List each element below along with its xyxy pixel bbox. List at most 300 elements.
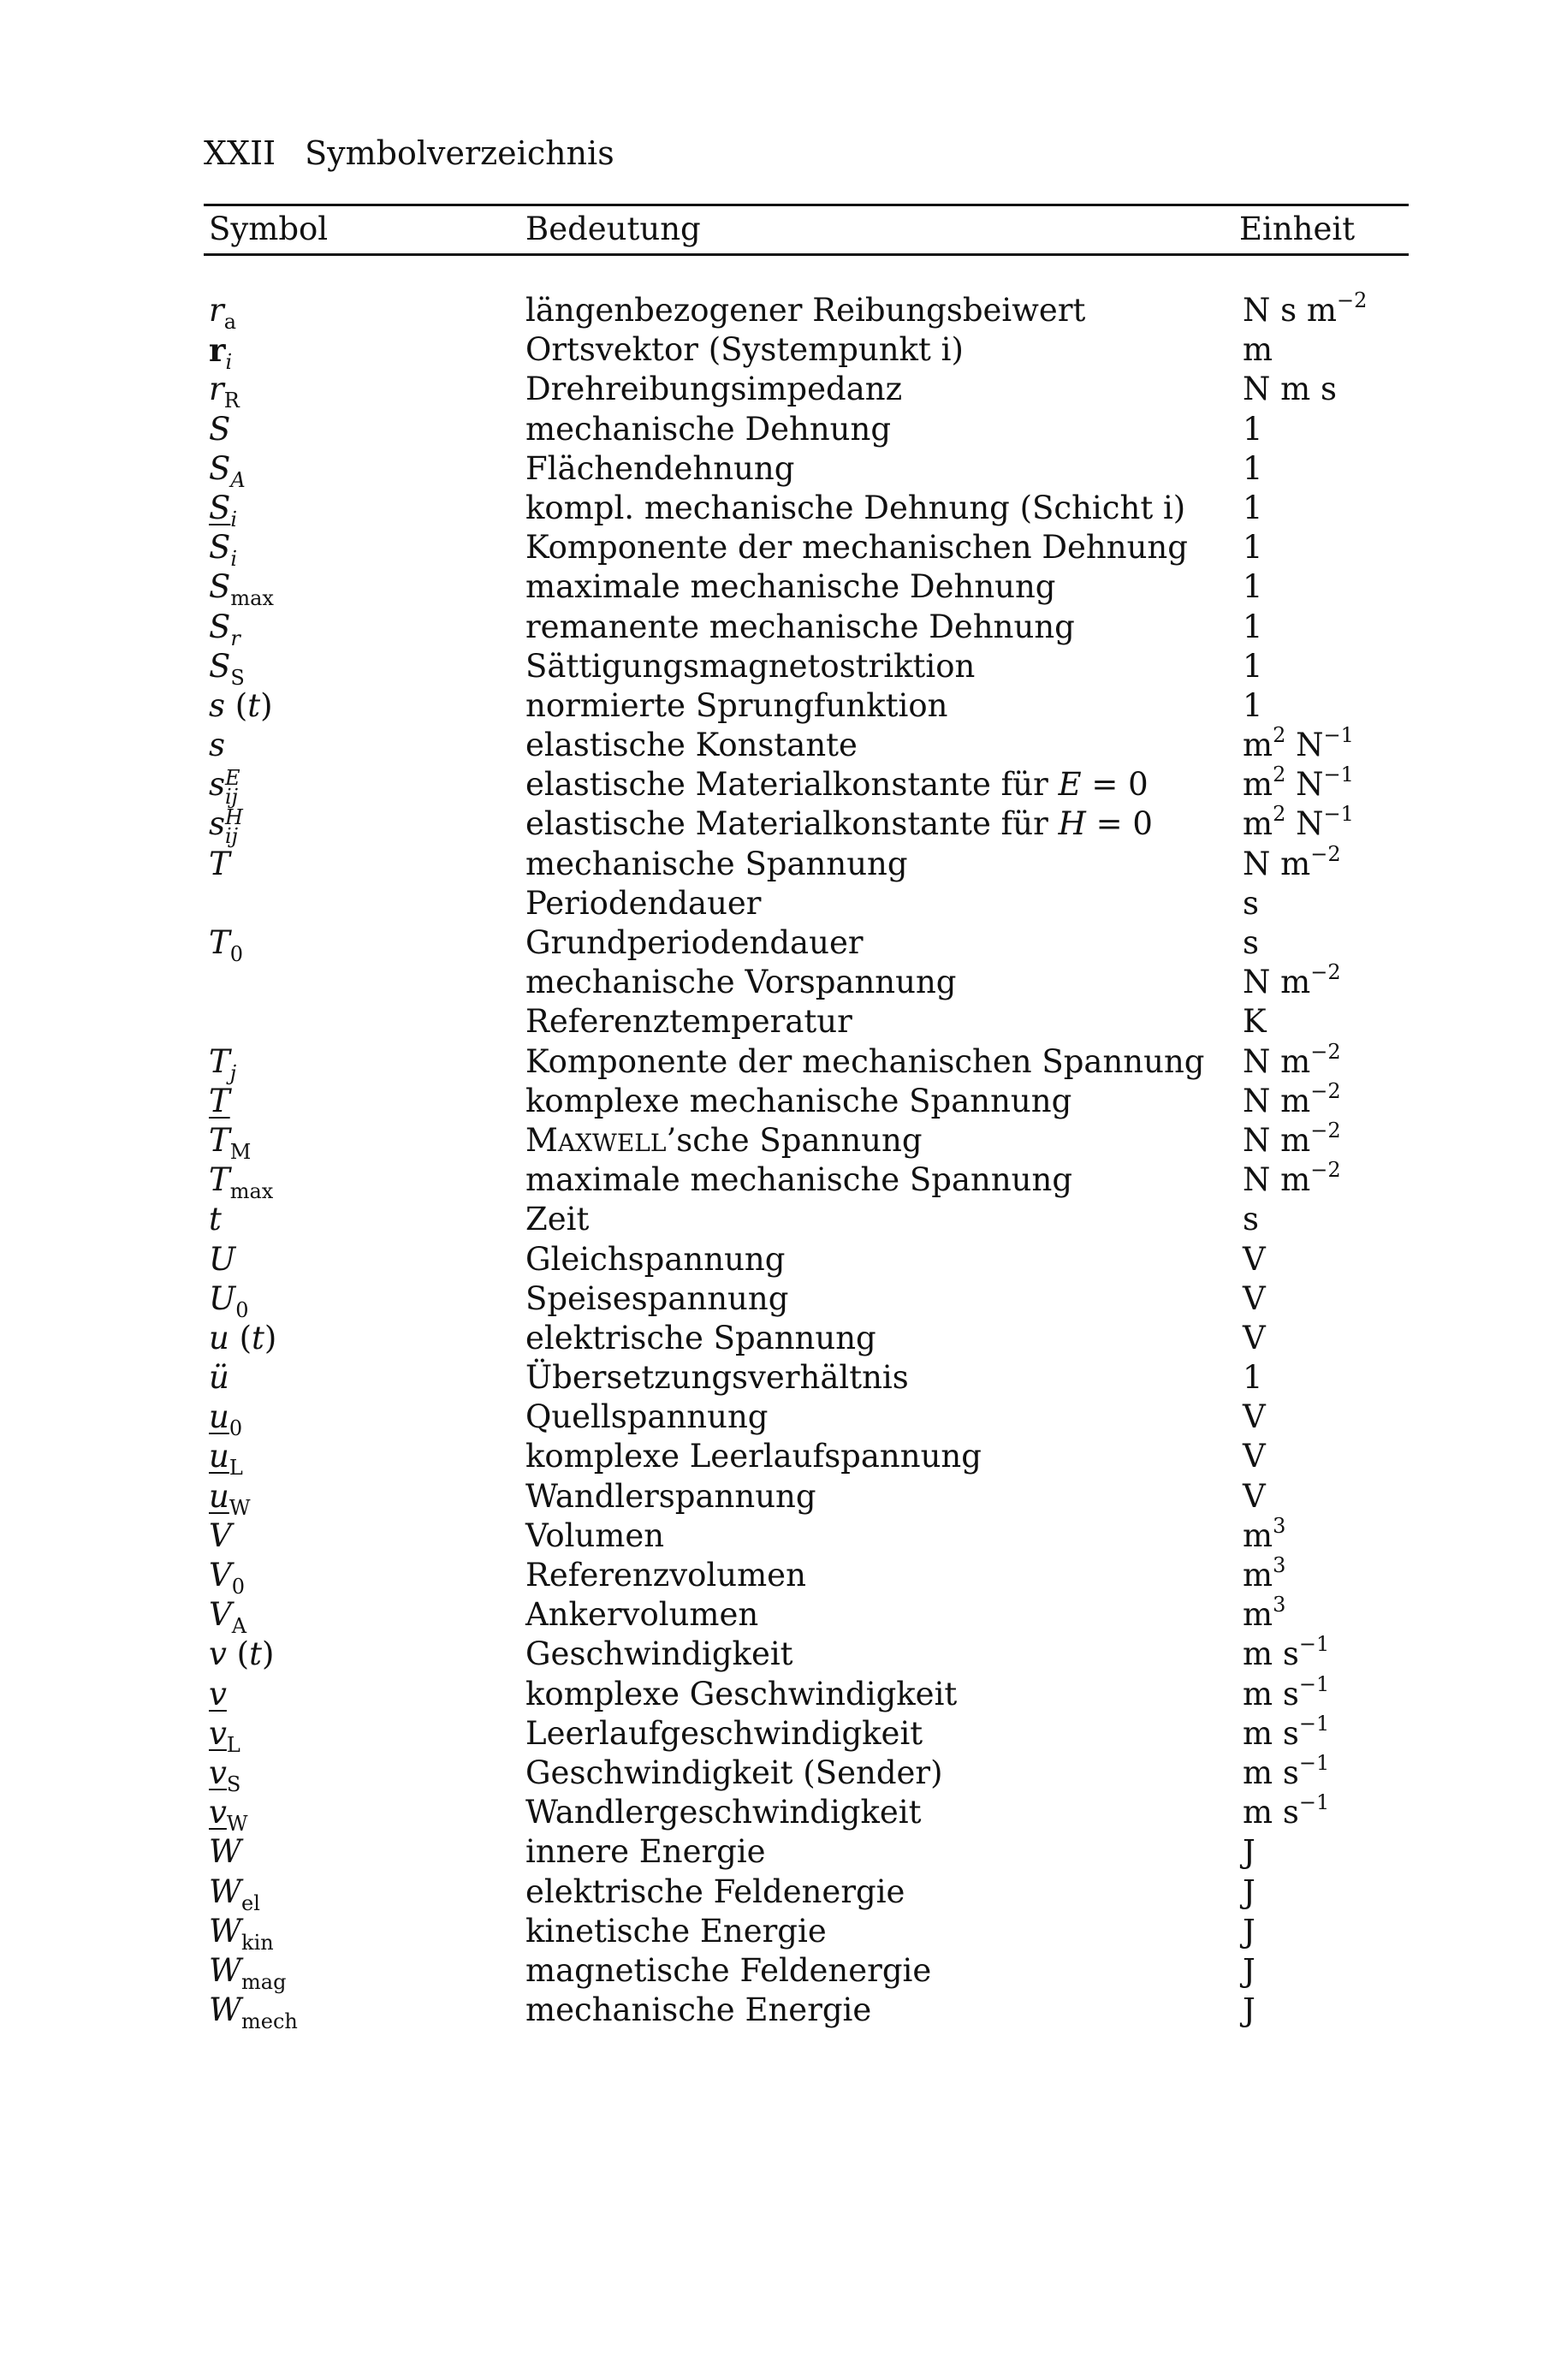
- meaning-cell: [525, 291, 1085, 330]
- symbol-subscript: el: [241, 1890, 260, 1915]
- symbol-base: T: [209, 1161, 230, 1199]
- meaning-text: Quellspannung: [525, 1398, 769, 1436]
- symbol-subscript: j: [229, 1060, 237, 1085]
- unit-base: N m s: [1243, 371, 1337, 408]
- unit-cell: [1243, 1200, 1259, 1239]
- unit-cell: [1243, 1790, 1330, 1832]
- meaning-cell: [525, 1793, 921, 1832]
- meaning-text: maximale mechanische Dehnung: [525, 568, 1056, 606]
- symbol-base: T: [209, 845, 230, 882]
- meaning-cell: [525, 410, 891, 449]
- meaning-text: Zeit: [525, 1201, 590, 1238]
- symbol-subscript: max: [230, 586, 274, 611]
- table-row: [0, 1039, 1567, 1085]
- meaning-text: elastische Konstante: [525, 727, 858, 764]
- column-header-symbol: Symbol: [209, 211, 329, 247]
- symbol-base: T: [209, 1121, 230, 1159]
- unit-base: J: [1243, 1951, 1255, 1989]
- symbol-cell: [209, 1832, 241, 1872]
- symbol-base: W: [209, 1912, 242, 1950]
- meaning-cell: [525, 489, 1185, 528]
- table-row: [0, 330, 1567, 375]
- symbol-cell: [209, 489, 238, 531]
- page-number: XXII: [204, 134, 276, 172]
- meaning-text: Wandlergeschwindigkeit: [525, 1794, 922, 1831]
- unit-exponent: −1: [1298, 1750, 1330, 1775]
- unit-cell: [1243, 1750, 1330, 1793]
- symbol-indices: [225, 766, 240, 810]
- unit-cell: [1243, 1513, 1286, 1556]
- unit-cell: [1243, 489, 1263, 528]
- meaning-text: Wandlerspannung: [525, 1477, 816, 1515]
- symbol-subscript: a: [223, 310, 236, 334]
- unit-base: 1: [1243, 410, 1263, 448]
- meaning-cell: [525, 1832, 766, 1872]
- unit-base: m s: [1243, 1635, 1299, 1673]
- table-row: [0, 1398, 1567, 1441]
- unit-base: J: [1243, 1873, 1255, 1910]
- symbol-cell: [209, 1121, 252, 1164]
- symbol-subscript: W: [229, 1495, 251, 1520]
- meaning-text: Geschwindigkeit: [525, 1635, 793, 1673]
- table-row: [0, 1671, 1567, 1714]
- unit-base: V: [1243, 1279, 1266, 1317]
- person-name-initial: M: [525, 1121, 558, 1159]
- unit-base: m: [1243, 1557, 1273, 1594]
- table-row: [0, 1711, 1567, 1757]
- symbol-base: v: [209, 1675, 227, 1712]
- unit-base: s: [1243, 1201, 1259, 1238]
- unit-base: N m: [1243, 1121, 1311, 1159]
- symbol-base: v: [209, 1635, 227, 1673]
- symbol-subscript: R: [223, 389, 240, 413]
- meaning-text: Geschwindigkeit (Sender): [525, 1754, 943, 1791]
- symbol-subscript: S: [226, 1772, 241, 1796]
- table-row: [0, 1912, 1567, 1955]
- table-top-rule: [204, 204, 1409, 206]
- table-row: [0, 1118, 1567, 1164]
- meaning-text: kompl. mechanische Dehnung (Schicht i): [525, 489, 1186, 526]
- person-name-rest: AXWELL: [557, 1128, 667, 1157]
- unit-cell: [1243, 1240, 1266, 1279]
- unit-base: N m: [1243, 1161, 1311, 1199]
- symbol-cell: [209, 1595, 247, 1639]
- symbol-base: u: [209, 1477, 229, 1515]
- symbol-subscript: L: [229, 1456, 243, 1481]
- symbol-cell: [209, 1951, 287, 1994]
- symbol-cell: [209, 1991, 298, 2034]
- symbol-cell: [209, 845, 230, 884]
- table-row: [0, 1553, 1567, 1599]
- symbol-base: T: [209, 1042, 230, 1080]
- unit-cell: [1243, 804, 1354, 844]
- symbol-base: U: [209, 1240, 236, 1278]
- table-row: [0, 288, 1567, 334]
- unit-cell: [1243, 1671, 1330, 1714]
- unit-base: V: [1243, 1438, 1266, 1475]
- unit-exponent: 3: [1273, 1513, 1286, 1538]
- meaning-text: Leerlaufgeschwindigkeit: [525, 1714, 923, 1752]
- table-row: [0, 1513, 1567, 1556]
- column-header-meaning: Bedeutung: [525, 211, 701, 247]
- meaning-text: mechanische Vorspannung: [525, 964, 957, 1001]
- symbol-argument: (t): [239, 1319, 277, 1356]
- meaning-cell: [525, 963, 956, 1002]
- table-row: [0, 449, 1567, 492]
- table-row: [0, 489, 1567, 531]
- symbol-indices: [225, 805, 243, 849]
- symbol-base: v: [209, 1714, 227, 1752]
- symbol-base: V: [209, 1557, 232, 1594]
- unit-base: N: [1285, 727, 1324, 764]
- unit-base: 1: [1243, 647, 1263, 685]
- meaning-cell: [525, 1873, 905, 1912]
- unit-cell: [1243, 841, 1341, 884]
- symbol-base: t: [209, 1201, 222, 1238]
- column-header-unit: Einheit: [1239, 211, 1356, 247]
- unit-cell: [1243, 1951, 1255, 1991]
- unit-cell: [1243, 1632, 1330, 1674]
- meaning-text: Komponente der mechanischen Dehnung: [525, 529, 1188, 567]
- meaning-text: Ortsvektor (Systempunkt i): [525, 331, 964, 369]
- meaning-text: Referenztemperatur: [525, 1003, 852, 1041]
- unit-cell: [1243, 1991, 1255, 2030]
- symbol-argument: (t): [236, 1635, 275, 1673]
- unit-base: J: [1243, 1833, 1255, 1871]
- unit-exponent: 2: [1273, 802, 1286, 827]
- table-row: [0, 1078, 1567, 1121]
- meaning-cell: [525, 1912, 827, 1951]
- symbol-subscript: 0: [235, 1297, 249, 1322]
- table-row: [0, 923, 1567, 966]
- meaning-cell: [525, 1754, 943, 1793]
- unit-cell: [1243, 1358, 1263, 1398]
- symbol-base: W: [209, 1951, 242, 1989]
- unit-base: J: [1243, 1991, 1255, 2029]
- symbol-base: S: [209, 608, 231, 645]
- meaning-cell: [525, 1200, 589, 1239]
- meaning-cell: [525, 726, 858, 765]
- unit-base: m s: [1243, 1794, 1299, 1831]
- unit-exponent: 3: [1273, 1553, 1286, 1577]
- table-row: [0, 1790, 1567, 1837]
- unit-exponent: −2: [1310, 960, 1341, 985]
- meaning-cell: [525, 884, 762, 923]
- symbol-cell: [209, 1437, 243, 1481]
- unit-cell: [1243, 1477, 1266, 1516]
- symbol-cell: [209, 608, 240, 650]
- symbol-cell: [209, 1793, 248, 1837]
- symbol-base: S: [209, 568, 231, 606]
- unit-cell: [1243, 410, 1263, 449]
- unit-exponent: −1: [1323, 802, 1354, 827]
- table-row: [0, 1240, 1567, 1279]
- symbol-base: S: [209, 529, 231, 567]
- symbol-subscript: 0: [229, 1416, 243, 1441]
- unit-base: N m: [1243, 845, 1311, 882]
- symbol-superscript: H: [225, 805, 243, 830]
- meaning-cell: [525, 1398, 768, 1437]
- symbol-base: v: [209, 1794, 227, 1831]
- symbol-subscript: i: [230, 507, 238, 531]
- symbol-cell: [209, 1635, 274, 1674]
- unit-cell: [1243, 1078, 1341, 1121]
- unit-base: m: [1243, 331, 1273, 369]
- symbol-base: u: [209, 1438, 229, 1475]
- meaning-text: mechanische Energie: [525, 1991, 872, 2029]
- meaning-text: magnetische Feldenergie: [525, 1951, 932, 1989]
- unit-cell: [1243, 960, 1341, 1002]
- unit-base: J: [1243, 1912, 1255, 1950]
- symbol-base: W: [209, 1833, 242, 1871]
- unit-exponent: −1: [1323, 763, 1354, 787]
- meaning-text: Komponente der mechanischen Spannung: [525, 1042, 1205, 1080]
- symbol-subscript: mech: [241, 2009, 298, 2034]
- symbol-base: U: [209, 1279, 236, 1317]
- unit-cell: [1243, 1832, 1255, 1872]
- unit-base: 1: [1243, 568, 1263, 606]
- unit-cell: [1243, 884, 1259, 923]
- meaning-cell: [525, 330, 964, 370]
- symbol-cell: [209, 647, 245, 690]
- symbol-cell: [209, 1714, 240, 1757]
- symbol-subscript: A: [231, 1614, 247, 1639]
- unit-base: m s: [1243, 1714, 1299, 1752]
- symbol-cell: [209, 1754, 241, 1796]
- unit-base: V: [1243, 1398, 1266, 1436]
- symbol-cell: [209, 686, 273, 726]
- symbol-subscript: max: [229, 1179, 274, 1204]
- meaning-text: komplexe Leerlaufspannung: [525, 1438, 982, 1475]
- meaning-cell: [525, 1160, 1072, 1200]
- table-row: [0, 370, 1567, 413]
- unit-base: V: [1243, 1240, 1266, 1278]
- table-row: [0, 723, 1567, 765]
- unit-exponent: −2: [1310, 1158, 1341, 1183]
- table-row: [0, 1002, 1567, 1042]
- table-row: [0, 1750, 1567, 1796]
- unit-cell: [1243, 1039, 1341, 1082]
- page-header: [204, 133, 614, 174]
- table-row: [0, 841, 1567, 884]
- unit-cell: [1243, 1711, 1330, 1754]
- unit-base: m s: [1243, 1675, 1299, 1712]
- unit-exponent: −2: [1310, 1078, 1341, 1103]
- meaning-cell: [525, 1477, 816, 1516]
- symbol-base: s: [209, 805, 225, 843]
- unit-base: N m: [1243, 1082, 1311, 1119]
- table-row: [0, 1279, 1567, 1322]
- meaning-cell: [525, 370, 902, 409]
- meaning-text: remanente mechanische Dehnung: [525, 608, 1075, 645]
- symbol-subscript: i: [225, 350, 233, 375]
- table-row: [0, 1632, 1567, 1674]
- meaning-cell: [525, 1595, 758, 1635]
- unit-exponent: 2: [1273, 723, 1286, 748]
- meaning-cell: [525, 449, 794, 489]
- symbol-table: [0, 288, 1567, 2034]
- table-row: [0, 1319, 1567, 1358]
- symbol-base: ü: [209, 1359, 229, 1397]
- symbol-base: s: [209, 766, 225, 804]
- unit-exponent: −1: [1298, 1632, 1330, 1657]
- table-row: [0, 763, 1567, 810]
- unit-cell: [1243, 686, 1263, 726]
- unit-cell: [1243, 449, 1263, 489]
- meaning-cell: [525, 528, 1188, 567]
- unit-cell: [1243, 723, 1354, 765]
- symbol-base: S: [209, 410, 231, 448]
- unit-cell: [1243, 1279, 1266, 1319]
- symbol-cell: [209, 528, 238, 572]
- unit-cell: [1243, 608, 1263, 647]
- meaning-text: ’sche Spannung: [666, 1121, 923, 1159]
- symbol-cell: [209, 1398, 243, 1441]
- symbol-cell: [209, 923, 243, 966]
- symbol-cell: [209, 1200, 222, 1239]
- meaning-text: kinetische Energie: [525, 1912, 827, 1950]
- meaning-cell: [525, 1437, 982, 1476]
- meaning-text: längenbezogener Reibungsbeiwert: [525, 292, 1086, 329]
- symbol-base: W: [209, 1991, 242, 2029]
- table-row: [0, 1593, 1567, 1639]
- meaning-text: Speisespannung: [525, 1279, 789, 1317]
- unit-base: 1: [1243, 686, 1263, 724]
- unit-base: m s: [1243, 1754, 1299, 1791]
- table-row: [0, 884, 1567, 923]
- meaning-text: maximale mechanische Spannung: [525, 1161, 1073, 1199]
- meaning-cell: [525, 1951, 931, 1991]
- meaning-cell: [525, 1714, 923, 1754]
- table-row: [0, 686, 1567, 726]
- table-row: [0, 410, 1567, 449]
- symbol-subscript: 0: [229, 942, 243, 966]
- unit-cell: [1243, 1118, 1341, 1160]
- meaning-text: Volumen: [525, 1516, 665, 1554]
- meaning-text: Flächendehnung: [525, 449, 795, 487]
- meaning-text: Sättigungsmagnetostriktion: [525, 647, 976, 685]
- meaning-cell: [525, 1319, 876, 1358]
- unit-base: s: [1243, 884, 1259, 922]
- symbol-base: T: [209, 1082, 230, 1119]
- unit-cell: [1243, 1398, 1266, 1437]
- symbol-subscript: M: [229, 1139, 252, 1164]
- symbol-argument: (t): [234, 686, 273, 724]
- unit-base: 1: [1243, 1359, 1263, 1397]
- unit-cell: [1243, 1873, 1255, 1912]
- symbol-cell: [209, 1042, 237, 1085]
- meaning-cell: [525, 1002, 852, 1042]
- symbol-subscript: ij: [225, 824, 239, 849]
- unit-base: m: [1243, 766, 1273, 804]
- unit-cell: [1243, 1437, 1266, 1476]
- meaning-cell: [525, 567, 1056, 607]
- unit-cell: [1243, 370, 1337, 409]
- meaning-cell: [525, 845, 908, 884]
- meaning-cell: [525, 1082, 1071, 1121]
- table-row: [0, 1951, 1567, 1994]
- symbol-cell: [209, 1319, 276, 1358]
- unit-base: N: [1285, 805, 1324, 843]
- unit-cell: [1243, 1319, 1266, 1358]
- unit-base: 1: [1243, 529, 1263, 567]
- meaning-cell: [525, 1516, 664, 1556]
- meaning-text: Ankervolumen: [525, 1596, 759, 1634]
- table-header-rule: [204, 253, 1409, 256]
- meaning-cell: [525, 1635, 793, 1674]
- symbol-cell: [209, 726, 225, 765]
- unit-cell: [1243, 765, 1354, 804]
- symbol-subscript: 0: [231, 1575, 246, 1599]
- symbol-subscript: kin: [241, 1930, 274, 1955]
- table-row: [0, 567, 1567, 611]
- symbol-subscript: mag: [241, 1969, 287, 1994]
- symbol-base: V: [209, 1516, 232, 1554]
- meaning-cell: [525, 686, 947, 726]
- meaning-text: Periodendauer: [525, 884, 762, 922]
- unit-base: N s m: [1243, 292, 1337, 329]
- table-row: [0, 1358, 1567, 1398]
- meaning-cell: [525, 1121, 923, 1163]
- meaning-cell: [525, 647, 975, 686]
- meaning-cell: [525, 923, 864, 963]
- meaning-text: mechanische Spannung: [525, 845, 908, 882]
- meaning-text: elektrische Spannung: [525, 1319, 876, 1356]
- table-row: [0, 960, 1567, 1002]
- table-row: [0, 802, 1567, 849]
- unit-exponent: −2: [1310, 1118, 1341, 1143]
- symbol-superscript: E: [225, 766, 240, 791]
- page-title: Symbolverzeichnis: [305, 134, 614, 172]
- table-row: [0, 1991, 1567, 2034]
- table-row: [0, 528, 1567, 572]
- symbol-base: r: [209, 331, 226, 370]
- meaning-text: Drehreibungsimpedanz: [525, 371, 903, 408]
- table-row: [0, 1437, 1567, 1481]
- symbol-cell: [209, 1279, 249, 1322]
- symbol-base: S: [209, 449, 231, 487]
- unit-base: 1: [1243, 449, 1263, 487]
- symbol-base: S: [209, 647, 231, 685]
- unit-base: N m: [1243, 1042, 1311, 1080]
- meaning-text: elektrische Feldenergie: [525, 1873, 905, 1910]
- unit-base: N: [1285, 766, 1324, 804]
- table-row: [0, 1477, 1567, 1520]
- unit-cell: [1243, 288, 1368, 330]
- unit-base: 1: [1243, 489, 1263, 526]
- meaning-text: innere Energie: [525, 1833, 766, 1871]
- unit-exponent: −2: [1336, 288, 1368, 312]
- symbol-cell: [209, 1082, 230, 1121]
- meaning-text: Referenzvolumen: [525, 1557, 806, 1594]
- unit-cell: [1243, 1160, 1341, 1200]
- symbol-cell: [209, 765, 240, 810]
- meaning-text: normierte Sprungfunktion: [525, 686, 948, 724]
- unit-exponent: −1: [1298, 1790, 1330, 1815]
- symbol-cell: [209, 804, 243, 849]
- unit-exponent: −2: [1310, 1039, 1341, 1064]
- meaning-text: elastische Materialkonstante für H = 0: [525, 805, 1153, 843]
- unit-base: V: [1243, 1319, 1266, 1356]
- table-row: [0, 1873, 1567, 1915]
- unit-cell: [1243, 567, 1263, 607]
- unit-exponent: −1: [1298, 1711, 1330, 1736]
- meaning-text: komplexe mechanische Spannung: [525, 1082, 1072, 1119]
- symbol-cell: [209, 330, 233, 375]
- meaning-cell: [525, 1556, 806, 1595]
- symbol-base: u: [209, 1398, 229, 1436]
- symbol-subscript: A: [230, 467, 246, 492]
